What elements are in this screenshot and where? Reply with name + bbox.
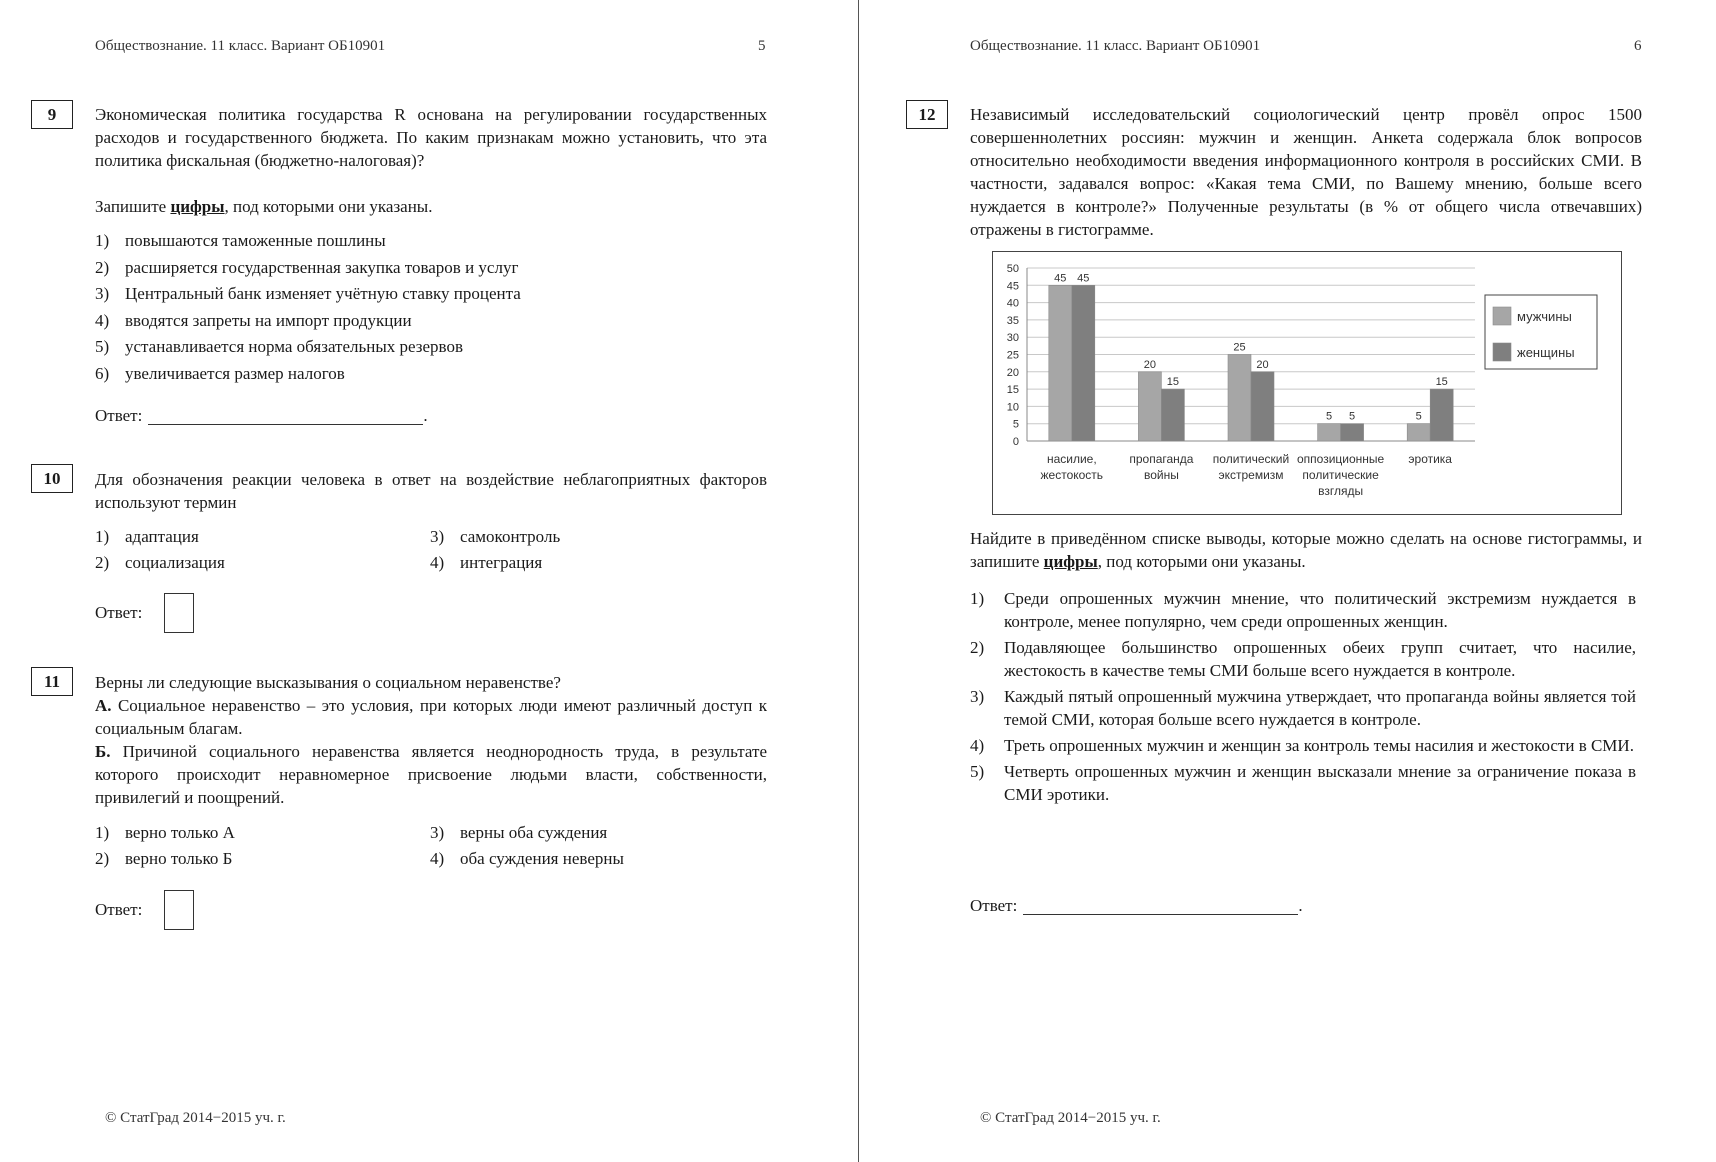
question-11-options [95,823,765,875]
option: 5) Четверть опрошенных мужчин и женщин высказали мнение за ограничение показа в СМИ эротики. [970,762,1636,804]
x-tick-label: войны [1143,468,1179,482]
x-tick-label: оппозиционные [1296,452,1385,466]
question-9-instruction: Запишите цифры, под которыми они указаны. [95,197,433,216]
data-label: 5 [1326,410,1333,423]
legend-swatch [1493,307,1511,325]
digits-emphasis: цифры [170,197,225,216]
question-9-answer: Ответ: . [95,406,428,425]
bar-женщины [1430,389,1453,441]
x-tick-label: взгляды [1318,484,1364,498]
legend-label: женщины [1517,345,1575,360]
option: 3) самоконтроль [430,527,561,546]
option: 5) устанавливается норма обязательных резервов [95,337,463,356]
x-tick-label: экстремизм [1218,468,1284,482]
bar-мужчины [1138,372,1161,441]
data-label: 5 [1415,410,1422,423]
option: 2) верно только Б [95,849,233,868]
question-number-11: 11 [31,667,73,696]
question-12-text: Независимый исследовательский социологический центр провёл опрос 1500 совершеннолетних россиян: мужчин и женщин. Анкета содержала блок вопросов относительно необходимости введения информационного контроля в российских СМИ. В частности, задавался вопрос: «Какая тема СМИ, по Вашему мнению, больше всего нуждается в контроле?» Полученные результаты (в % от общего числа отвечавших) отражены в гистограмме. [970,105,1642,239]
legend-label: мужчины [1517,309,1572,324]
right-page [860,0,1716,1162]
y-tick-label: 50 [1006,263,1019,275]
bar-мужчины [1228,355,1251,442]
bar-мужчины [1407,424,1430,441]
digits-emphasis: цифры [1043,552,1098,571]
x-tick-label: пропаганда [1129,452,1194,466]
question-12-options [970,587,1636,809]
y-tick-label: 10 [1006,401,1019,414]
option: 2) расширяется государственная закупка товаров и услуг [95,257,519,277]
data-label: 5 [1349,410,1356,423]
answer-line[interactable] [148,408,423,425]
page-number: 5 [758,38,766,54]
y-tick-label: 40 [1006,297,1019,310]
y-tick-label: 5 [1012,418,1019,431]
question-12-instruction: Найдите в приведённом списке выводы, которые можно сделать на основе гистограммы, и запишите цифры, под которыми они указаны. [970,529,1642,571]
x-tick-label: политический [1212,452,1290,466]
option: 1) адаптация [95,527,199,546]
page-header: Обществознание. 11 класс. Вариант ОБ10901 [95,38,386,54]
data-label: 15 [1435,376,1448,389]
data-label: 25 [1233,341,1246,354]
data-label: 20 [1143,358,1157,371]
page-number: 6 [1634,38,1642,54]
question-number-10: 10 [31,464,73,493]
data-label: 15 [1166,376,1180,389]
y-tick-label: 25 [1006,349,1019,362]
answer-box[interactable] [164,593,194,633]
option: 3) Каждый пятый опрошенный мужчина утверждает, что пропаганда войны является той темой СМИ, которая больше всего нуждается в контроле. [970,687,1636,729]
bar-женщины [1072,285,1095,441]
option: 4) интеграция [430,553,543,572]
answer-line[interactable] [1023,898,1298,915]
option: 1) Среди опрошенных мужчин мнение, что политический экстремизм нуждается в контроле, менее популярно, чем среди опрошенных женщин. [970,589,1636,631]
x-tick-label: жестокость [1040,468,1104,482]
option: 1) верно только А [95,823,235,842]
question-10-options [95,527,765,579]
question-10-answer: Ответ: [95,593,194,633]
y-tick-label: 15 [1006,384,1019,397]
option: 6) увеличивается размер налогов [95,363,345,383]
option: 4) вводятся запреты на импорт продукции [95,310,412,330]
question-11-answer: Ответ: [95,890,194,930]
y-tick-label: 0 [1012,436,1019,448]
question-number-9: 9 [31,100,73,129]
question-11-text: Верны ли следующие высказывания о социальном неравенстве? А. Социальное неравенство – это условия, при которых люди имеют различный доступ к социальным благам. Б. Причиной социального неравенства является неоднородность труда, в результате которого происходит неравномерное присвоение людьми власти, собственности, привилегий и поощрений. [95,673,767,807]
page-footer: © СтатГрад 2014−2015 уч. г. [980,1110,1161,1126]
legend-swatch [1493,343,1511,361]
question-9-text: Экономическая политика государства R основана на регулировании государственных расходов и государственного бюджета. По каким признакам можно установить, что эта политика фискальная (бюджетно-налоговая)? [95,105,767,170]
histogram-chart [992,251,1622,515]
data-label: 20 [1256,358,1269,371]
x-tick-label: политические [1302,468,1379,482]
option: 1) повышаются таможенные пошлины [95,231,386,250]
question-10-text: Для обозначения реакции человека в ответ на воздействие неблагоприятных факторов используют термин [95,470,767,512]
option: 2) Подавляющее большинство опрошенных обеих групп считает, что насилие, жестокость в качестве темы СМИ больше всего нуждается в контроле. [970,638,1636,680]
bar-женщины [1341,424,1364,441]
question-9-options [95,231,521,390]
page-divider [858,0,859,1162]
option: 3) верны оба суждения [430,823,608,842]
answer-box[interactable] [164,890,194,930]
bar-женщины [1251,372,1274,441]
question-number-12: 12 [906,100,948,129]
data-label: 45 [1077,272,1090,285]
y-tick-label: 20 [1006,366,1019,379]
bar-мужчины [1318,424,1341,441]
chart-svg [993,252,1621,514]
page-footer: © СтатГрад 2014−2015 уч. г. [105,1110,286,1126]
option: 2) социализация [95,553,225,572]
option: 4) Треть опрошенных мужчин и женщин за контроль темы насилия и жестокости в СМИ. [970,736,1634,755]
y-tick-label: 35 [1006,314,1019,327]
option: 3) Центральный банк изменяет учётную ставку процента [95,284,521,303]
bar-мужчины [1049,285,1072,441]
x-tick-label: эротика [1408,452,1452,466]
x-tick-label: насилие, [1046,452,1097,466]
y-tick-label: 30 [1006,332,1019,345]
option: 4) оба суждения неверны [430,849,624,868]
data-label: 45 [1054,272,1067,285]
page-header: Обществознание. 11 класс. Вариант ОБ10901 [970,38,1261,54]
y-tick-label: 45 [1006,280,1019,293]
question-12-answer: Ответ: . [970,896,1303,915]
bar-женщины [1161,389,1184,441]
